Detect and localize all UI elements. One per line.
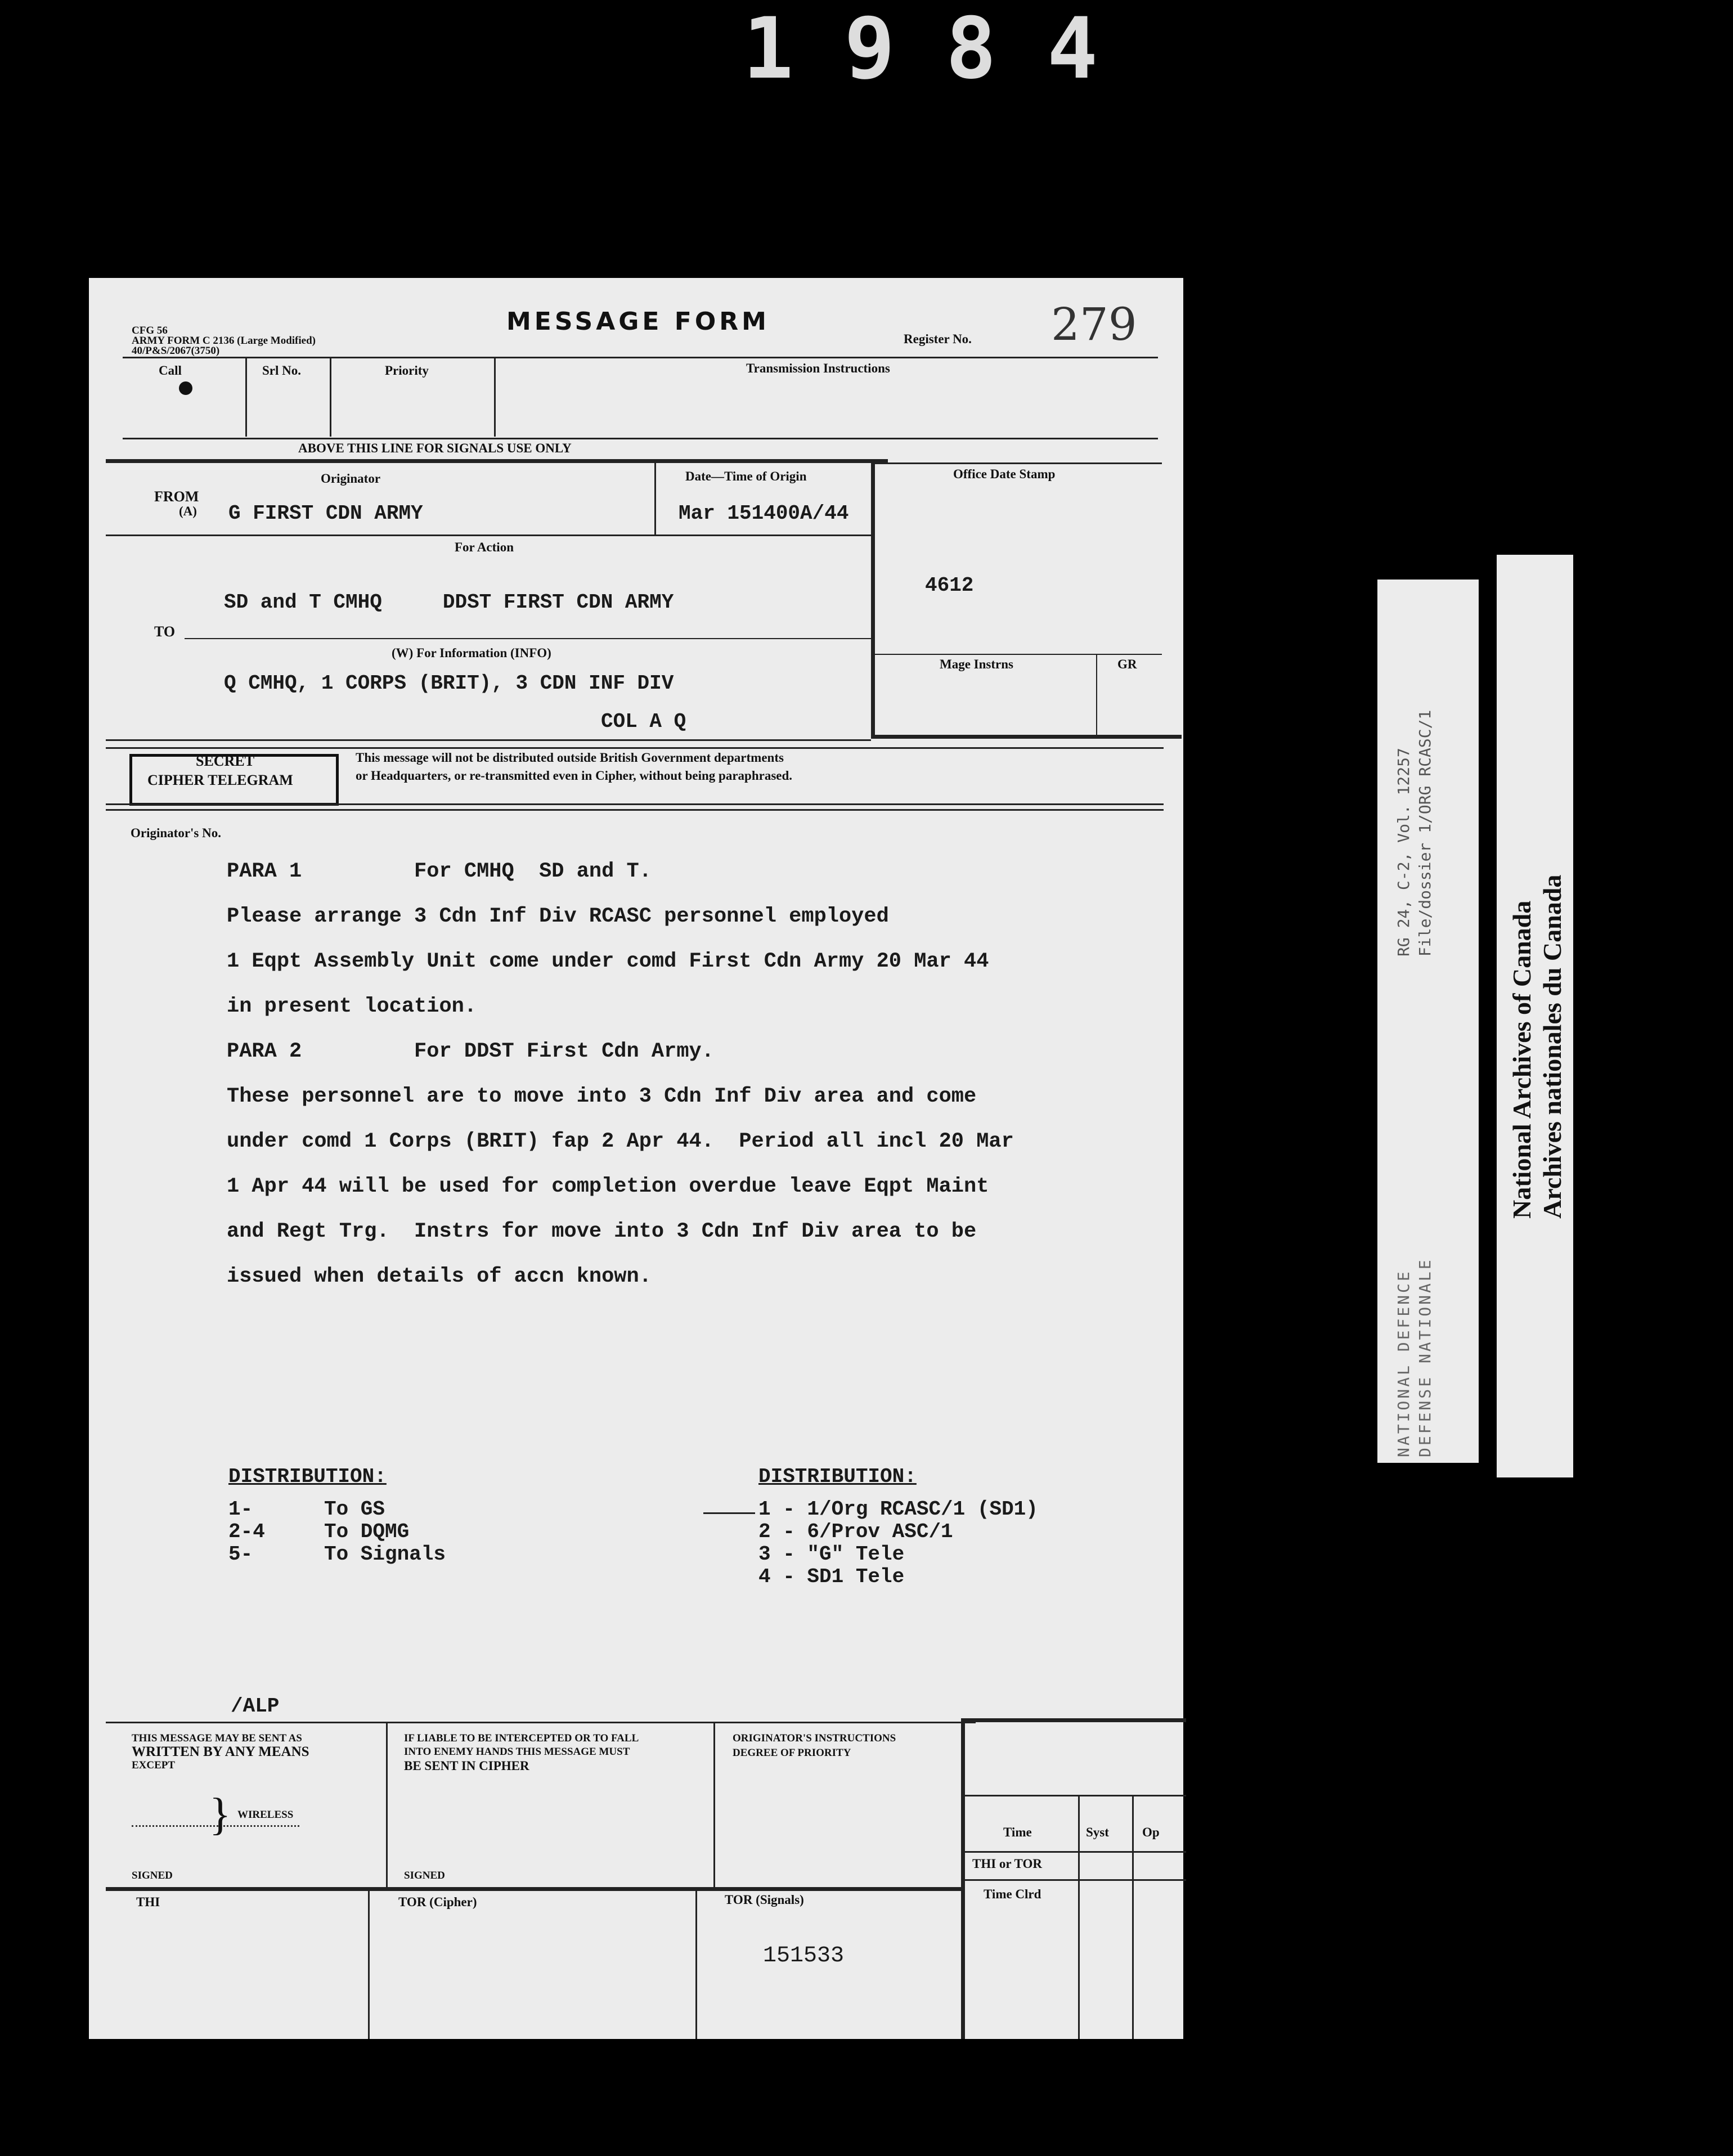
national-defence-line: DEFENSE NATIONALE [1416,1257,1434,1457]
distribution-right-item: 4 - SD1 Tele [758,1565,905,1588]
priority-label: Priority [385,363,429,378]
signed-label: SIGNED [404,1870,445,1881]
secret-note-line-1: This message will not be distributed outside British Government departments [356,751,784,765]
signed-label: SIGNED [132,1870,173,1881]
from-sub-label: (A) [179,504,197,518]
frame-number: 1984 [743,0,1149,98]
dto-value: Mar 151400A/44 [679,502,849,525]
thi-label: THI [136,1895,160,1909]
national-defence-line: NATIONAL DEFENCE [1394,1269,1413,1457]
originators-no-label: Originator's No. [131,826,221,840]
from-label: FROM [154,488,199,505]
wireless-label: WIRELESS [237,1809,294,1821]
distribution-left-to: To Signals [324,1543,446,1566]
archives-label-line: Archives nationales du Canada [1538,874,1566,1219]
distribution-left-to: To GS [324,1498,385,1521]
body-line: These personnel are to move into 3 Cdn Inf Div area and come [227,1085,977,1108]
pen-mark [703,1512,755,1514]
originator-value: G FIRST CDN ARMY [228,502,423,525]
archives-label-strip [1497,555,1573,1477]
distribution-right-item: 3 - "G" Tele [758,1543,905,1566]
intercept-text: IF LIABLE TO BE INTERCEPTED OR TO FALL [404,1732,639,1744]
may-be-sent-text: THIS MESSAGE MAY BE SENT AS [132,1732,302,1744]
office-stamp-label: Office Date Stamp [953,467,1056,481]
brace-icon: } [209,1790,231,1839]
body-line: 1 Apr 44 will be used for completion overdue leave Eqpt Maint [227,1175,989,1198]
distribution-left-to: To DQMG [324,1520,410,1543]
body-line: and Regt Trg. Instrs for move into 3 Cdn Inf Div area to be [227,1220,977,1243]
info-addressees: Q CMHQ, 1 CORPS (BRIT), 3 CDN INF DIV [224,672,674,695]
distribution-left-num: 1- [228,1498,253,1521]
secret-label: SECRET [196,753,255,769]
distribution-left-num: 5- [228,1543,253,1566]
call-label: Call [159,363,182,378]
body-line: in present location. [227,995,477,1018]
file-reference-line: RG 24, C-2, Vol. 12257 [1394,748,1413,956]
time-label: Time [1003,1825,1032,1839]
for-action-label: For Action [455,540,514,554]
may-be-sent-text: WRITTEN BY ANY MEANS [132,1744,309,1759]
info-label: (W) For Information (INFO) [392,646,551,660]
tor-cipher-label: TOR (Cipher) [398,1895,477,1909]
form-title: MESSAGE FORM [506,307,770,336]
thi-or-tor-label: THI or TOR [972,1857,1042,1871]
gr-label: GR [1117,657,1137,671]
body-line: Please arrange 3 Cdn Inf Div RCASC personnel employed [227,905,889,928]
may-be-sent-text: EXCEPT [132,1759,176,1771]
form-code: 40/P&S/2067(3750) [132,345,220,357]
body-line: PARA 2 For DDST First Cdn Army. [227,1040,714,1063]
cipher-label: CIPHER TELEGRAM [147,772,293,788]
distribution-right-title: DISTRIBUTION: [758,1465,917,1488]
file-reference-strip [1377,580,1479,1463]
to-label: TO [154,623,176,640]
message-form [89,278,1183,2039]
register-label: Register No. [904,332,972,346]
syst-label: Syst [1086,1825,1109,1839]
body-line: 1 Eqpt Assembly Unit come under comd First Cdn Army 20 Mar 44 [227,950,989,973]
time-clrd-label: Time Clrd [984,1887,1041,1901]
form-code: ARMY FORM C 2136 (Large Modified) [132,335,316,347]
distribution-right-item: 2 - 6/Prov ASC/1 [758,1520,953,1543]
stamp-number: 4612 [925,574,974,597]
tor-signals-label: TOR (Signals) [725,1893,804,1907]
file-reference-line: File/dossier 1/ORG RCASC/1 [1416,709,1434,956]
distribution-right-item: 1 - 1/Org RCASC/1 (SD1) [758,1498,1038,1521]
dto-label: Date—Time of Origin [685,469,807,483]
degree-of-priority: DEGREE OF PRIORITY [733,1747,851,1759]
distribution-left-num: 2-4 [228,1520,265,1543]
intercept-text: INTO ENEMY HANDS THIS MESSAGE MUST [404,1746,630,1758]
originator-label: Originator [321,471,381,486]
register-number: 279 [1051,298,1137,351]
action-addressees: SD and T CMHQ DDST FIRST CDN ARMY [224,591,674,614]
info-addressees-2: COL A Q [601,710,686,733]
form-code: CFG 56 [132,325,168,336]
mage-instrns-label: Mage Instrns [940,657,1013,671]
intercept-text: BE SENT IN CIPHER [404,1759,529,1773]
initials: /ALP [231,1695,280,1718]
op-label: Op [1142,1825,1160,1839]
transmission-label: Transmission Instructions [746,361,890,375]
ink-mark [179,381,192,395]
body-line: PARA 1 For CMHQ SD and T. [227,860,652,883]
archives-label-line: National Archives of Canada [1507,900,1536,1219]
distribution-left-title: DISTRIBUTION: [228,1465,387,1488]
signals-use-line: ABOVE THIS LINE FOR SIGNALS USE ONLY [298,441,572,455]
tor-signals-value: 151533 [763,1943,845,1969]
body-line: issued when details of accn known. [227,1265,652,1288]
originators-instructions: ORIGINATOR'S INSTRUCTIONS [733,1732,896,1744]
srl-label: Srl No. [262,363,301,378]
secret-note-line-2: or Headquarters, or re-transmitted even in Cipher, without being paraphrased. [356,769,793,783]
body-line: under comd 1 Corps (BRIT) fap 2 Apr 44. Period all incl 20 Mar [227,1130,1014,1153]
